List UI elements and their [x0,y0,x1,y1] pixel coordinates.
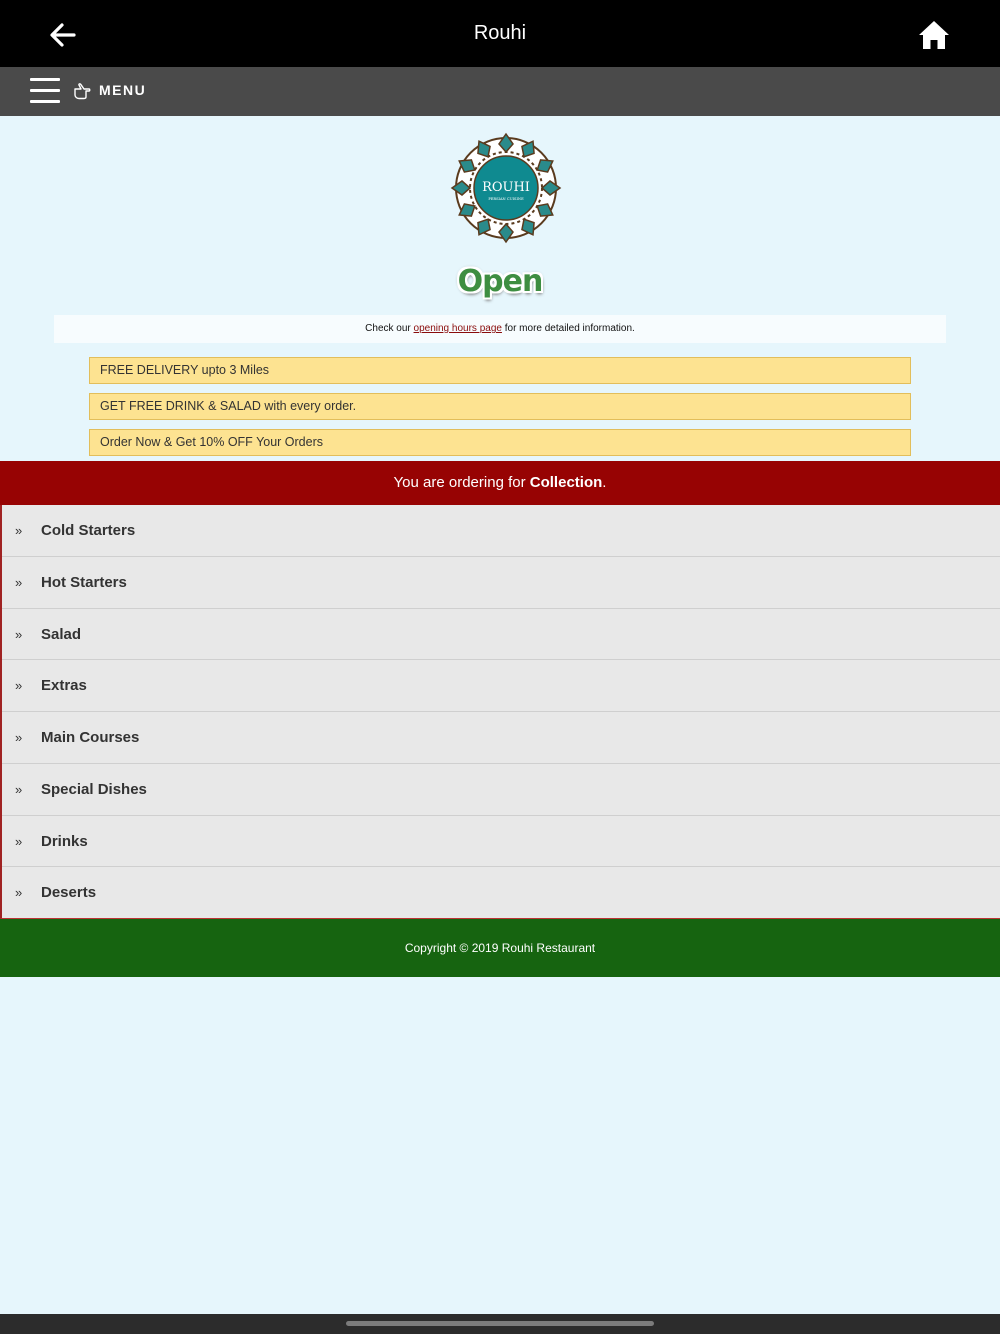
copyright-text: Copyright © 2019 Rouhi Restaurant [404,941,596,955]
ordering-mode-bar[interactable] [0,461,1000,505]
category-label: Main Courses [41,729,140,746]
category-label: Special Dishes [41,780,147,798]
double-chevron-right-icon: » [15,626,23,642]
double-chevron-right-icon: » [15,730,23,745]
restaurant-logo [449,131,563,245]
menu-label[interactable]: MENU [99,82,147,98]
hamburger-icon[interactable] [30,78,60,104]
opening-hours-link[interactable]: opening hours page [413,323,502,334]
double-chevron-right-icon: » [15,833,23,849]
category-label: Deserts [41,884,97,902]
ordering-mode: Collection [529,474,603,491]
category-item[interactable] [2,764,1000,816]
category-item[interactable] [2,557,1000,609]
category-label: Extras [41,677,87,695]
category-item[interactable] [2,505,1000,557]
menu-bar [0,67,1000,116]
logo-name: ROUHI [482,180,530,195]
hours-note-suffix: for more detailed information. [504,323,635,334]
promo-banner: FREE DELIVERY upto 3 Miles [89,357,911,384]
home-indicator[interactable] [346,1321,654,1326]
double-chevron-right-icon: » [15,574,23,590]
double-chevron-right-icon: » [15,523,23,538]
double-chevron-right-icon: » [15,781,23,797]
ordering-prefix: You are ordering for [393,474,526,491]
category-label: Hot Starters [41,573,127,591]
page-title: Rouhi [473,22,527,44]
category-item[interactable] [2,609,1000,661]
hours-note-prefix: Check our [365,323,411,334]
double-chevron-right-icon: » [15,885,23,901]
app-header [0,0,1000,67]
double-chevron-right-icon: » [15,678,23,694]
open-status-badge: Open [457,264,543,299]
system-bottom-bar [0,1314,1000,1334]
category-item[interactable] [2,712,1000,764]
promo-banner: Order Now & Get 10% OFF Your Orders [89,429,911,456]
pointing-hand-icon [72,81,92,101]
promo-banner: GET FREE DRINK & SALAD with every order. [89,393,911,420]
footer [0,919,1000,977]
category-label: Drinks [41,832,88,850]
category-item[interactable] [2,867,1000,919]
category-label: Cold Starters [41,522,136,539]
opening-hours-note [54,315,946,343]
home-icon[interactable] [918,20,950,50]
category-item[interactable] [2,816,1000,868]
category-item[interactable] [2,660,1000,712]
logo-subtitle: PERSIAN CUISINE [488,197,524,201]
category-list [0,505,1000,919]
category-label: Salad [41,625,82,643]
ordering-suffix: . [602,474,607,491]
